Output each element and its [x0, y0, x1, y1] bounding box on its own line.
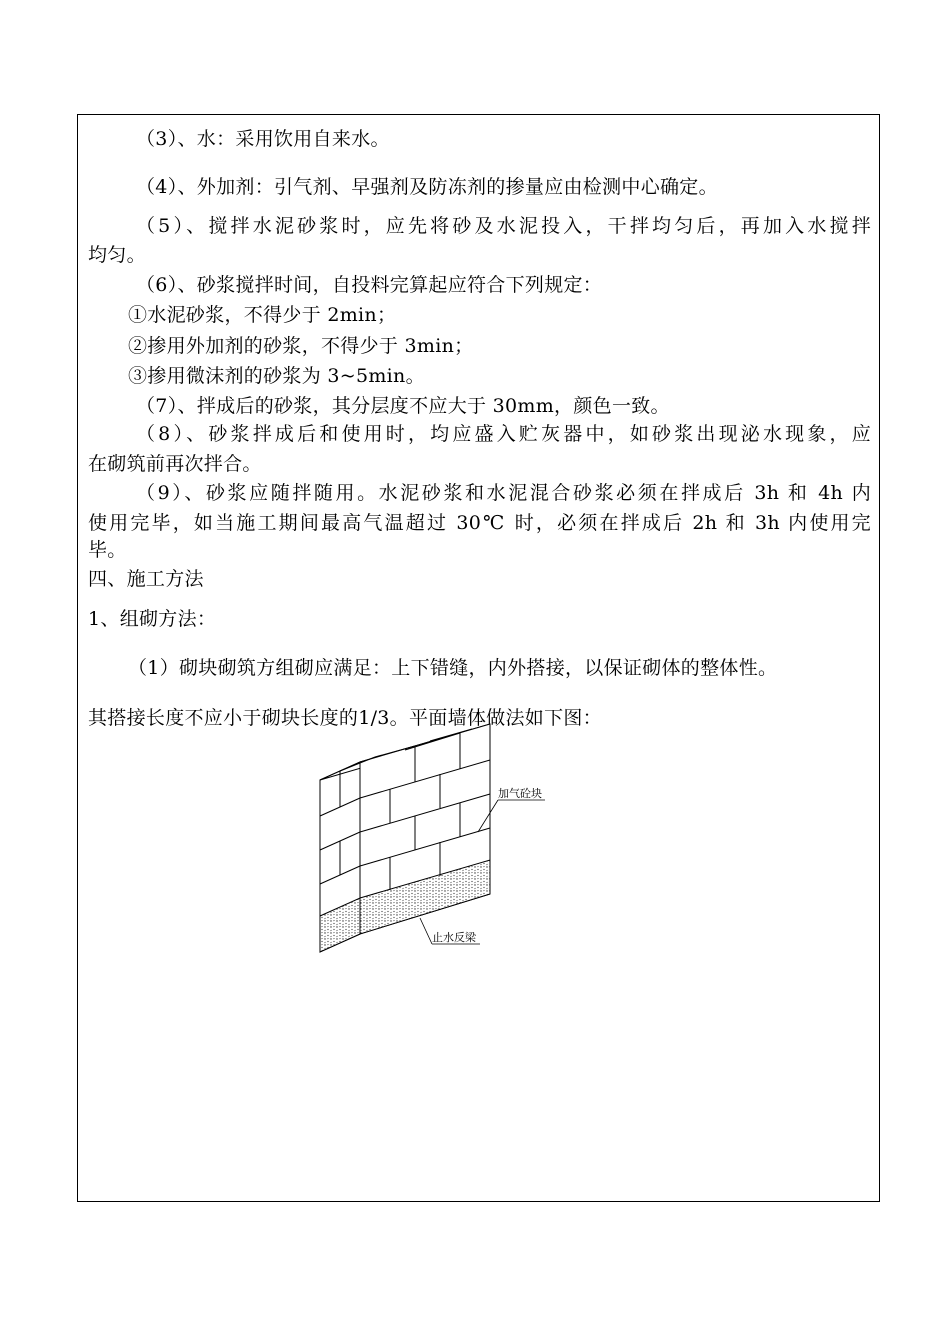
- text-line: 使用完毕，如当施工期间最高气温超过 30℃ 时，必须在拌成后 2h 和 3h 内使用完: [88, 512, 871, 534]
- text-line: （5）、搅拌水泥砂浆时，应先将砂及水泥投入，干拌均匀后，再加入水搅拌: [136, 215, 871, 237]
- subsection-heading: 1、组砌方法：: [88, 608, 217, 630]
- text-line: ②掺用外加剂的砂浆，不得少于 3min；: [128, 335, 474, 357]
- text-line: （9）、砂浆应随拌随用。水泥砂浆和水泥混合砂浆必须在拌成后 3h 和 4h 内: [136, 482, 871, 504]
- text-line: （3）、水：采用饮用自来水。: [136, 128, 390, 150]
- label-waterstop-beam: 止水反梁: [432, 931, 476, 944]
- text-line: 其搭接长度不应小于砌块长度的1/3。平面墙体做法如下图：: [88, 707, 602, 729]
- label-aerated-block: 加气砼块: [498, 787, 542, 800]
- text-line: 在砌筑前再次拌合。: [88, 453, 262, 475]
- text-line: （6）、砂浆搅拌时间，自投料完算起应符合下列规定：: [136, 274, 603, 296]
- text-line: ①水泥砂浆，不得少于 2min；: [128, 304, 397, 326]
- text-line: （4）、外加剂：引气剂、早强剂及防冻剂的掺量应由检测中心确定。: [136, 176, 718, 198]
- text-line: 均匀。: [88, 244, 146, 266]
- text-line: （8）、砂浆拌成后和使用时，均应盛入贮灰器中，如砂浆出现泌水现象，应: [136, 423, 871, 445]
- section-heading: 四、施工方法: [88, 568, 204, 590]
- text-line: （1）砌块砌筑方组砌应满足：上下错缝，内外搭接，以保证砌体的整体性。: [128, 657, 778, 679]
- text-line: （7）、拌成后的砂浆，其分层度不应大于 30mm，颜色一致。: [136, 395, 670, 417]
- text-line: 毕。: [88, 539, 127, 561]
- wall-masonry-diagram: [300, 722, 560, 962]
- text-line: ③掺用微沫剂的砂浆为 3~5min。: [128, 365, 425, 387]
